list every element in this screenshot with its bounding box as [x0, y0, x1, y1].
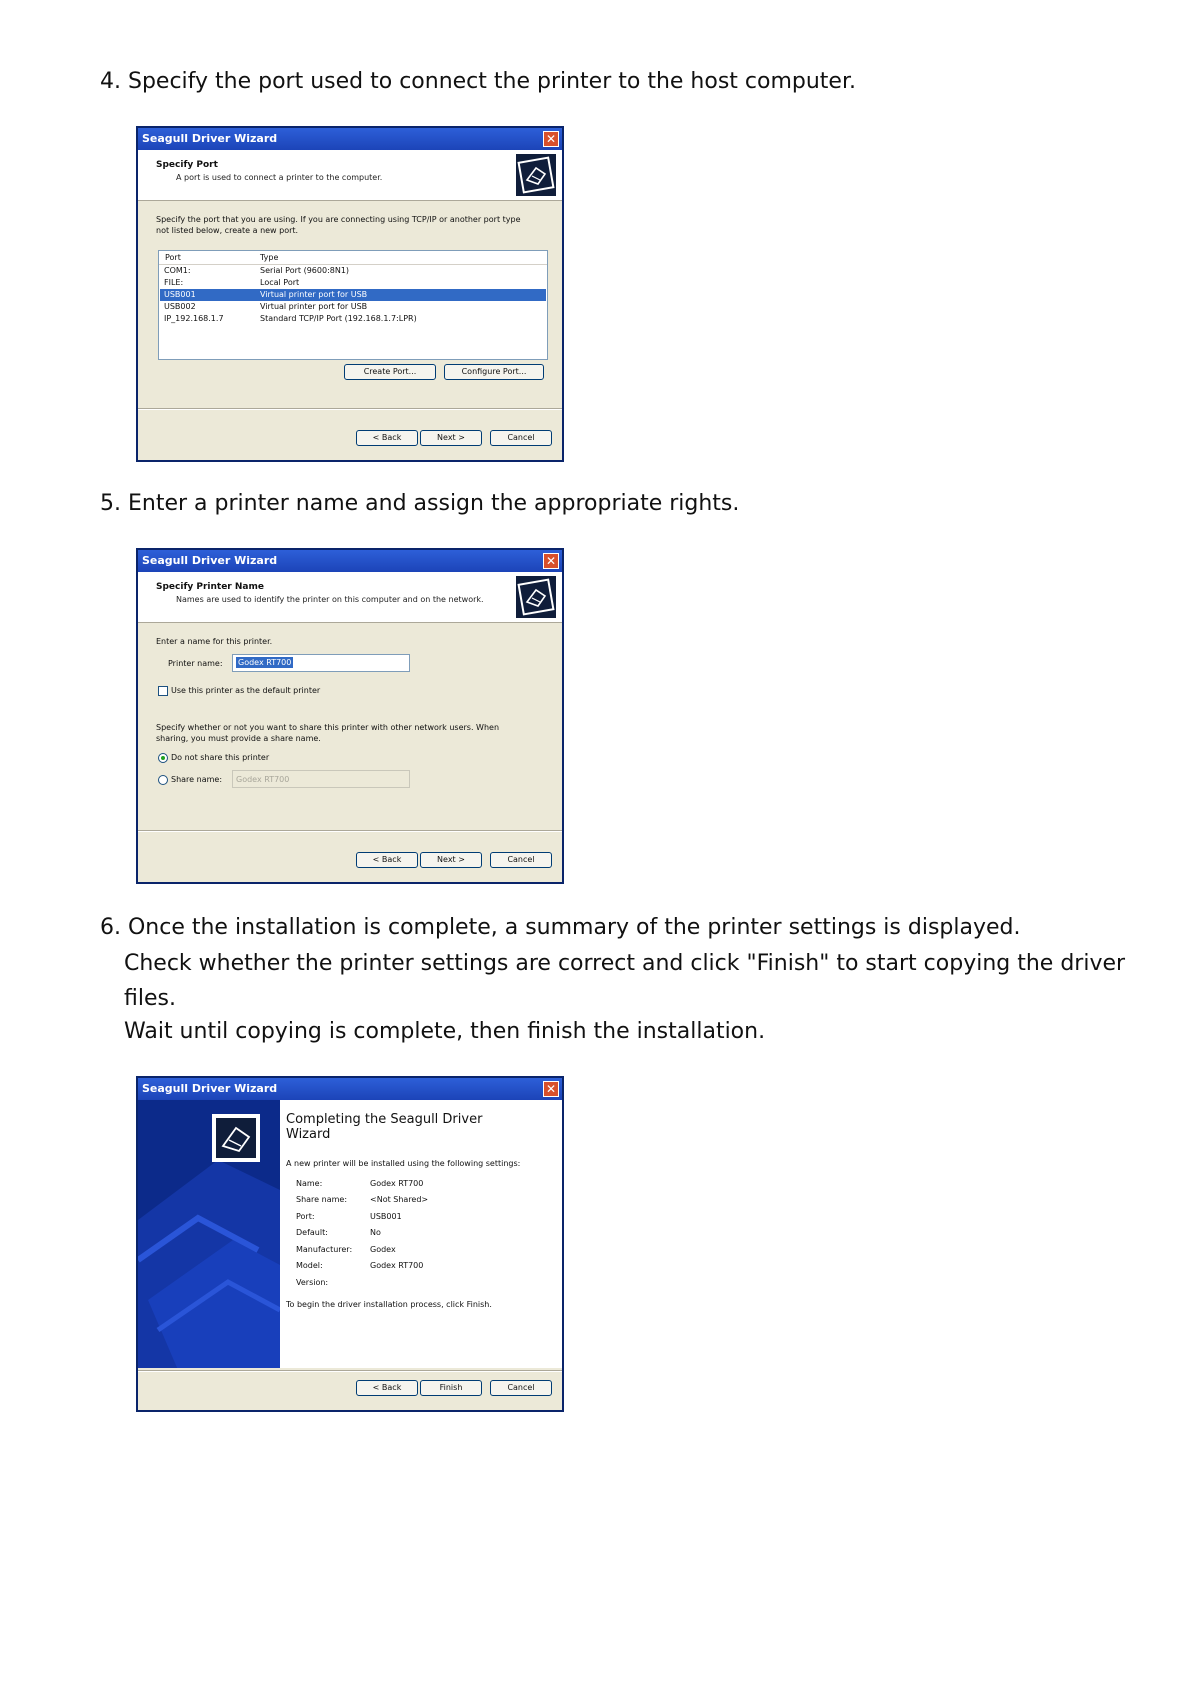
setting-label: Port:: [296, 1212, 315, 1221]
printer-icon: [516, 576, 556, 618]
summary-panel: [280, 1100, 562, 1368]
step-4-heading: 4. Specify the port used to connect the printer to the host computer.: [100, 69, 856, 94]
printer-icon: [516, 154, 556, 196]
setting-label: Default:: [296, 1228, 328, 1237]
header-subtitle: Names are used to identify the printer on this computer and on the network.: [176, 595, 484, 604]
cancel-button[interactable]: Cancel: [490, 1380, 552, 1396]
default-printer-label: Use this printer as the default printer: [171, 686, 321, 695]
title-bar: [138, 128, 562, 150]
close-icon: ✕: [545, 132, 557, 146]
port-type: Standard TCP/IP Port (192.168.1.7:LPR): [260, 314, 417, 323]
finish-instruction: To begin the driver installation process, click Finish.: [286, 1300, 492, 1309]
printer-name-label: Printer name:: [168, 659, 223, 668]
share-name-radio[interactable]: [158, 775, 168, 785]
instructions-line-2: not listed below, create a new port.: [156, 226, 299, 235]
dialog-title: Seagull Driver Wizard: [142, 554, 278, 567]
setting-value: Godex RT700: [370, 1179, 424, 1188]
share-name-input[interactable]: [232, 770, 410, 788]
port-row[interactable]: [160, 277, 546, 289]
dialog-title: Seagull Driver Wizard: [142, 1082, 278, 1095]
finish-button[interactable]: Finish: [420, 1380, 482, 1396]
cancel-button[interactable]: Cancel: [490, 852, 552, 868]
divider: [138, 1370, 562, 1372]
port-name: FILE:: [164, 278, 184, 287]
close-button[interactable]: [543, 131, 559, 147]
close-icon: ✕: [545, 1082, 557, 1096]
completion-heading-line-2: Wizard: [286, 1127, 331, 1142]
configure-port-button[interactable]: Configure Port...: [444, 364, 544, 380]
do-not-share-radio[interactable]: [158, 753, 168, 763]
port-type: Virtual printer port for USB: [260, 290, 368, 299]
port-name: COM1:: [164, 266, 191, 275]
completion-heading: [286, 1112, 482, 1142]
completion-heading-line-1: Completing the Seagull Driver: [286, 1112, 483, 1127]
port-row[interactable]: [160, 301, 546, 313]
share-name-label: Share name:: [171, 775, 223, 784]
dialog-title: Seagull Driver Wizard: [142, 132, 278, 145]
wizard-header: [138, 150, 562, 201]
completing-wizard-dialog: [136, 1076, 564, 1412]
port-type: Virtual printer port for USB: [260, 302, 368, 311]
header-subtitle: A port is used to connect a printer to the computer.: [176, 173, 383, 182]
cancel-button[interactable]: Cancel: [490, 430, 552, 446]
title-bar: [138, 1078, 562, 1100]
specify-port-dialog: [136, 126, 564, 462]
printer-name-input[interactable]: [232, 654, 410, 672]
next-button[interactable]: Next >: [420, 852, 482, 868]
back-button[interactable]: < Back: [356, 430, 418, 446]
port-name: USB001: [164, 290, 196, 299]
share-info-line-2: sharing, you must provide a share name.: [156, 734, 321, 743]
divider: [138, 830, 562, 832]
port-type: Serial Port (9600:8N1): [260, 266, 350, 275]
setting-label: Share name:: [296, 1195, 348, 1204]
setting-label: Version:: [296, 1278, 329, 1287]
specify-printer-name-dialog: [136, 548, 564, 884]
setting-value: No: [370, 1228, 381, 1237]
setting-value: Godex RT700: [370, 1261, 424, 1270]
header-title: Specify Port: [156, 160, 218, 170]
port-list-header: [159, 251, 547, 265]
do-not-share-label: Do not share this printer: [171, 753, 270, 762]
step-5-heading: 5. Enter a printer name and assign the appropriate rights.: [100, 491, 740, 516]
summary-intro: A new printer will be installed using the following settings:: [286, 1159, 521, 1168]
enter-name-instruction: Enter a name for this printer.: [156, 637, 273, 646]
wizard-header: [138, 572, 562, 623]
next-button[interactable]: Next >: [420, 430, 482, 446]
default-printer-checkbox[interactable]: [158, 686, 168, 696]
setting-value: Godex: [370, 1245, 396, 1254]
title-bar: [138, 550, 562, 572]
port-row-selected[interactable]: [160, 289, 546, 301]
close-button[interactable]: [543, 1081, 559, 1097]
setting-value: USB001: [370, 1212, 402, 1221]
close-button[interactable]: [543, 553, 559, 569]
port-name: IP_192.168.1.7: [164, 314, 224, 323]
port-type: Local Port: [260, 278, 300, 287]
setting-label: Model:: [296, 1261, 323, 1270]
column-header-type[interactable]: Type: [260, 253, 279, 262]
step-6-instruction-2: files.: [124, 986, 176, 1011]
close-icon: ✕: [545, 554, 557, 568]
instructions-line-1: Specify the port that you are using. If you are connecting using TCP/IP or another port type: [156, 215, 521, 224]
step-6-heading: 6. Once the installation is complete, a summary of the printer settings is displayed.: [100, 915, 1021, 940]
divider: [138, 408, 562, 410]
port-name: USB002: [164, 302, 196, 311]
share-name-value: Godex RT700: [236, 775, 290, 784]
setting-label: Manufacturer:: [296, 1245, 353, 1254]
back-button[interactable]: < Back: [356, 1380, 418, 1396]
create-port-button[interactable]: Create Port...: [344, 364, 436, 380]
back-button[interactable]: < Back: [356, 852, 418, 868]
port-list[interactable]: [158, 250, 548, 360]
step-6-instruction-3: Wait until copying is complete, then finish the installation.: [124, 1019, 766, 1044]
wizard-side-banner: [138, 1100, 280, 1368]
setting-value: <Not Shared>: [370, 1195, 429, 1204]
port-row[interactable]: [160, 313, 546, 325]
setting-label: Name:: [296, 1179, 323, 1188]
step-6-instruction-1: Check whether the printer settings are correct and click "Finish" to start copying the driver: [124, 951, 1126, 976]
column-header-port[interactable]: Port: [165, 253, 181, 262]
printer-name-value: Godex RT700: [238, 658, 292, 667]
share-info-line-1: Specify whether or not you want to share this printer with other network users. When: [156, 723, 500, 732]
port-row[interactable]: [160, 265, 546, 277]
header-title: Specify Printer Name: [156, 582, 264, 592]
